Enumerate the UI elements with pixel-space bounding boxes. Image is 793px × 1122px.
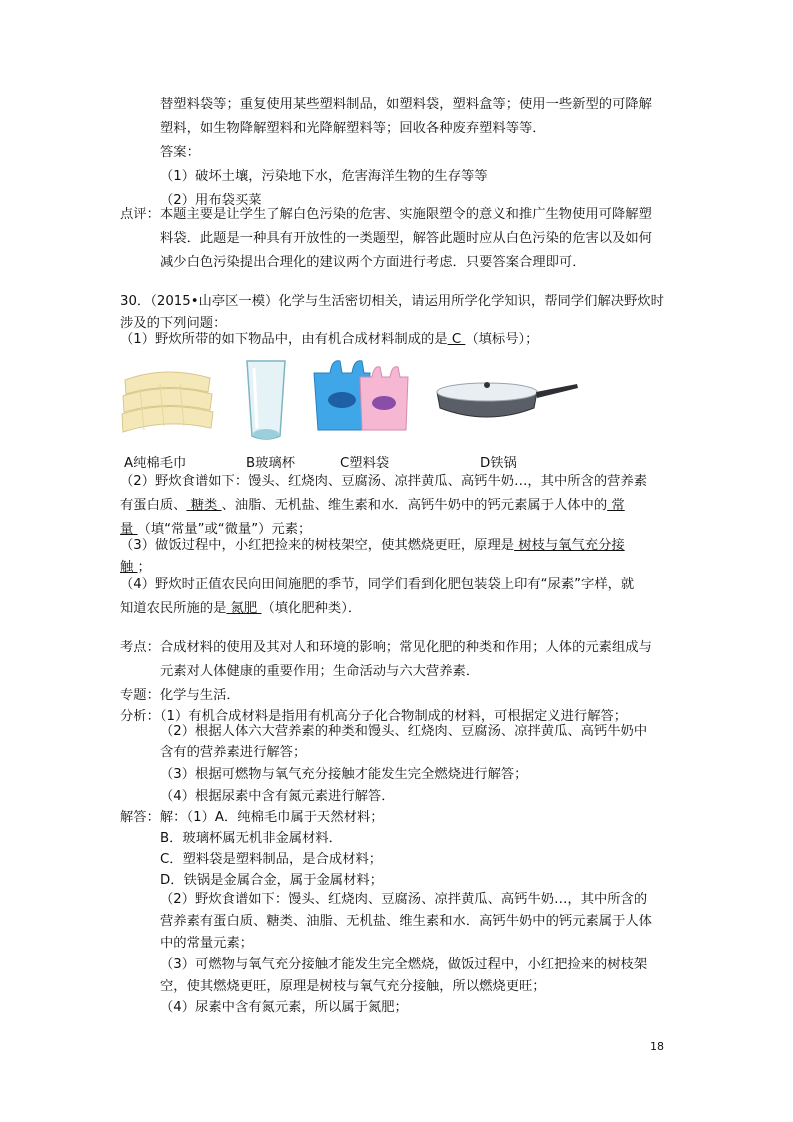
text-line: C．塑料袋是塑料制品，是合成材料； [160,852,383,867]
answer-blank: 树枝与氧气充分接 [514,538,625,553]
text-line: （2）用布袋买菜 [160,193,262,208]
wok-image [432,378,580,426]
text: （填“常量”或“微量”）元素； [137,522,312,537]
text: （3）做饭过程中，小红把捡来的树枝架空，使其燃烧更旺，原理是 [120,538,515,553]
answer-blank: 常 [607,498,625,513]
caption-a: A纯棉毛巾 [124,456,187,471]
text-line: D．铁锅是金属合金，属于金属材料； [160,873,383,888]
text: 知道农民所施的是 [120,601,227,616]
text-line: 营养素有蛋白质、糖类、油脂、无机盐、维生素和水．高钙牛奶中的钙元素属于人体 [160,914,652,929]
text-line: 解答：解：（1）A．纯棉毛巾属于天然材料； [120,810,384,825]
text-line: 分析：（1）有机合成材料是指用有机高分子化合物制成的材料，可根据定义进行解答； [120,709,628,724]
text: ； [137,560,151,575]
page-number: 18 [650,1040,664,1053]
text-line: （3）可燃物与氧气充分接触才能发生完全燃烧，做饭过程中，小红把捡来的树枝架 [160,957,648,972]
text-line: 塑料，如生物降解塑料和光降解塑料等；回收各种废弃塑料等等． [160,121,546,136]
plastic-bags-image [312,355,412,433]
caption-d: D铁锅 [480,456,517,471]
answer-blank: C [447,332,466,347]
text-line: 含有的营养素进行解答； [160,745,307,760]
text-line: （4）根据尿素中含有氮元素进行解答． [160,789,395,804]
text-line: 料袋．此题是一种具有开放性的一类题型，解答此题时应从白色污染的危害以及如何 [160,231,652,246]
text: （填化肥种类）． [261,601,362,616]
text-line [120,494,625,518]
glass-cup-image [242,358,290,444]
text-line: 替塑料袋等；重复使用某些塑料制品，如塑料袋，塑料盒等；使用一些新型的可降解 [160,97,652,112]
text-line: 中的常量元素； [160,936,254,951]
text-line: （2）野炊食谱如下：馒头、红烧肉、豆腐汤、凉拌黄瓜、高钙牛奶…，其中所含的营养素 [120,474,648,489]
answer-blank: 量 [120,522,138,537]
text-line: B．玻璃杯属无机非金属材料． [160,831,342,846]
text-line [120,597,361,621]
text-line: （4）尿素中含有氮元素，所以属于氮肥； [160,1000,408,1015]
text: 、油脂、无机盐、维生素和水．高钙牛奶中的钙元素属于人体中的 [221,498,608,513]
text: （1）野炊所带的如下物品中，由有机合成材料制成的是 [120,332,448,347]
text-line: （2）野炊食谱如下：馒头、红烧肉、豆腐汤、凉拌黄瓜、高钙牛奶…，其中所含的 [160,892,648,907]
text: 有蛋白质、 [120,498,187,513]
answer-blank: 糖类 [186,498,222,513]
answer-blank: 氮肥 [226,601,262,616]
text-line: 空，使其燃烧更旺，原理是树枝与氧气充分接触，所以燃烧更旺； [160,979,546,994]
text-line: （2）根据人体六大营养素的种类和馒头、红烧肉、豆腐汤、凉拌黄瓜、高钙牛奶中 [160,724,648,739]
answer-blank: 触 [120,560,138,575]
text-line: 专题：化学与生活． [120,688,240,703]
question-title: 30．（2015•山亭区一模）化学与生活密切相关，请运用所学化学知识，帮同学们解决野炊时 [120,294,664,309]
text-line [120,328,538,352]
caption-c: C塑料袋 [340,456,390,471]
text-line: 点评：本题主要是让学生了解白色污染的危害、实施限塑令的意义和推广生物使用可降解塑 [120,207,652,222]
text-line: 涉及的下列问题： [120,316,227,331]
text-line: （4）野炊时正值农民向田间施肥的季节，同学们看到化肥包装袋上印有“尿素”字样，就 [120,577,635,592]
towel-image [120,360,215,440]
text-line: 考点：合成材料的使用及其对人和环境的影响；常见化肥的种类和作用；人体的元素组成与 [120,640,652,655]
text-line: 减少白色污染提出合理化的建议两个方面进行考虑．只要答案合理即可． [160,255,586,270]
caption-b: B玻璃杯 [246,456,296,471]
text-line: 元素对人体健康的重要作用；生命活动与六大营养素． [160,664,480,679]
text-line: 答案： [160,145,200,160]
text-line: （1）破坏土壤，污染地下水，危害海洋生物的生存等等 [160,169,488,184]
text-line [120,534,625,558]
text-line: （3）根据可燃物与氧气充分接触才能发生完全燃烧进行解答； [160,767,528,782]
text: （填标号）； [465,332,539,347]
